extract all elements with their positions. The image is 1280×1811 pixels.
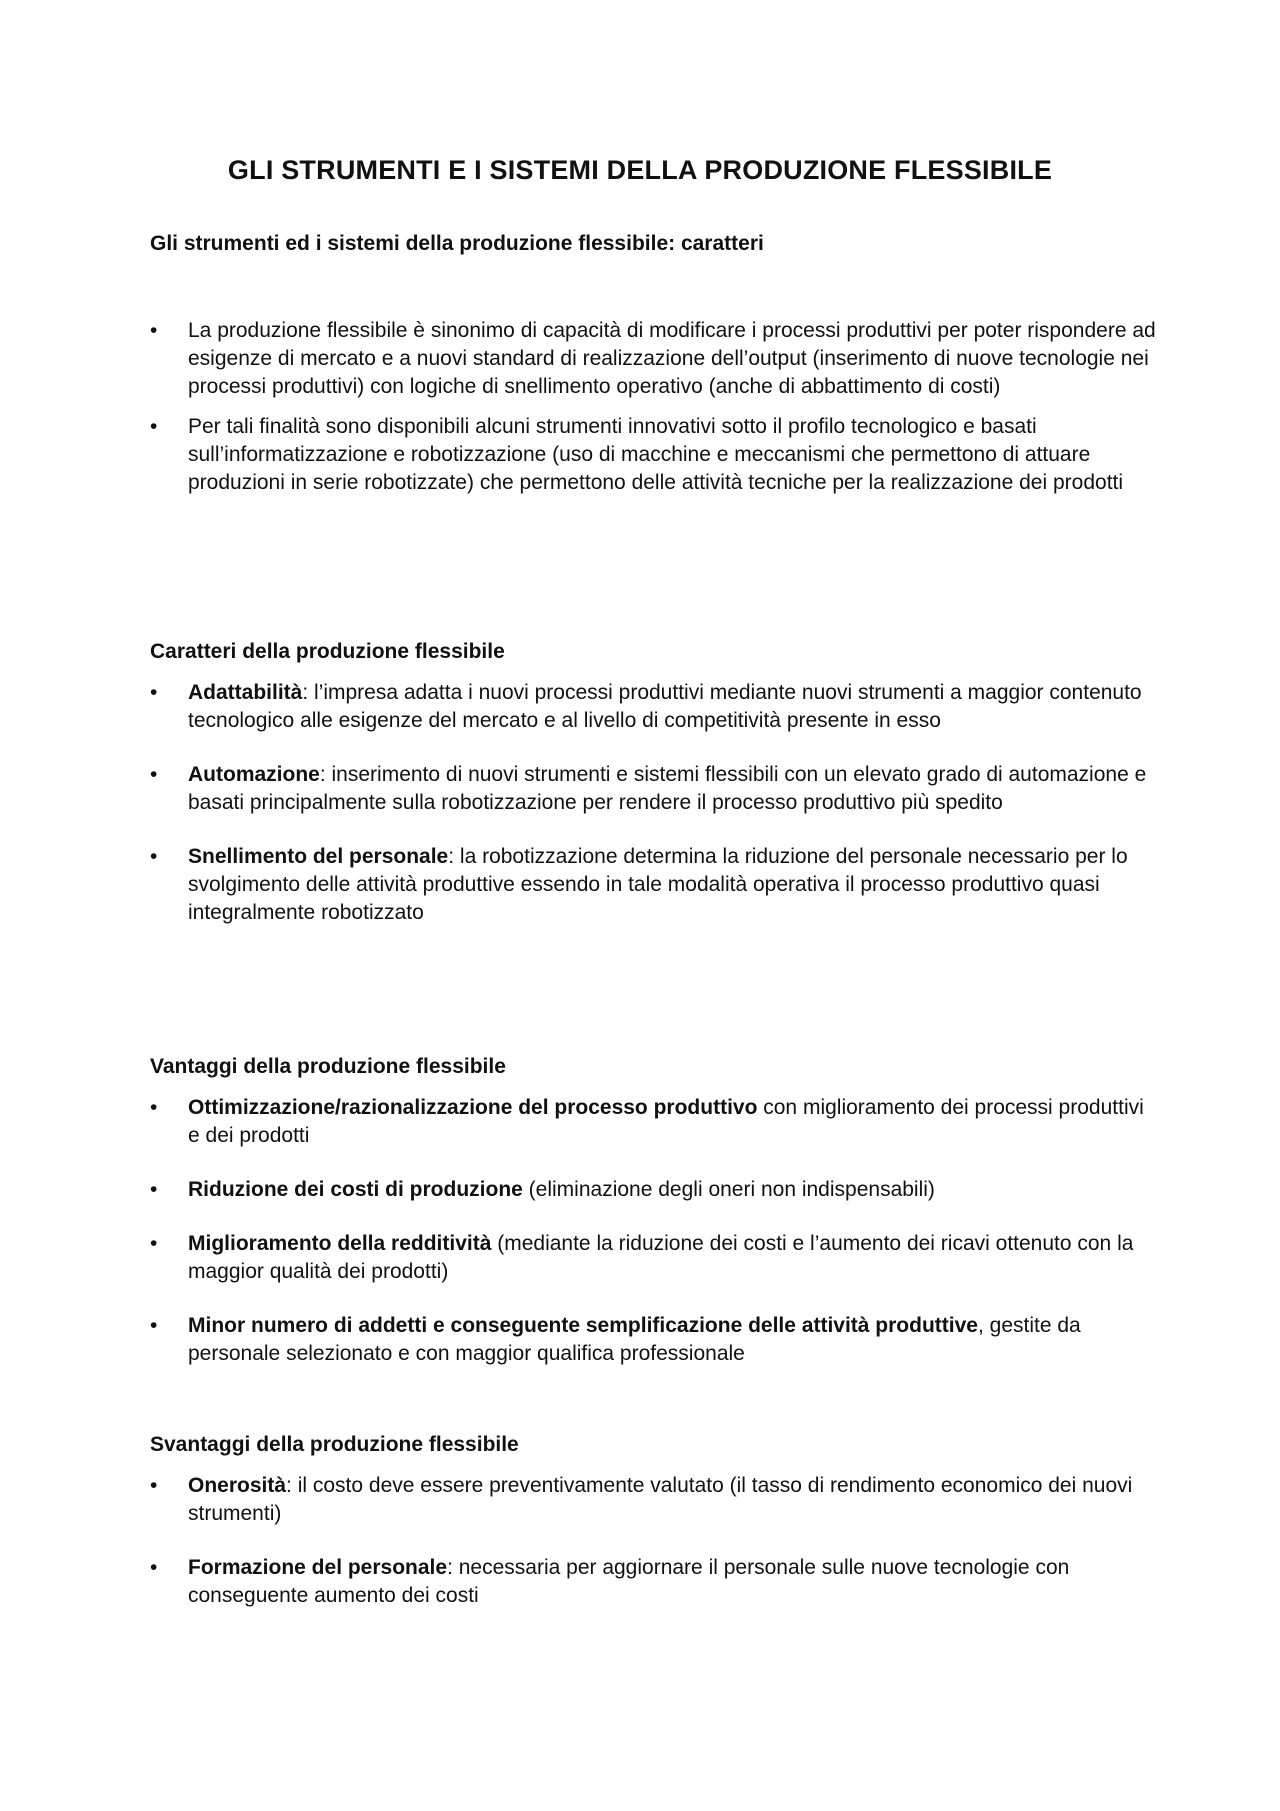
item-text: : necessaria per aggiornare il personale sulle nuove tecnologie con conseguente aumento dei costi (188, 1556, 1070, 1607)
item-term: Automazione (188, 763, 320, 786)
bullet-icon: • (150, 681, 158, 704)
list-item (150, 1176, 1160, 1204)
item-text: : la robotizzazione determina la riduzione del personale necessario per lo svolgimento delle attività produttive essendo in tale modalità operativa il processo produttivo quasi integralmente robotizzato (188, 845, 1128, 924)
section-heading-svantaggi: Svantaggi della produzione flessibile (150, 1433, 519, 1456)
item-term: Minor numero di addetti e conseguente semplificazione delle attività produttive (188, 1314, 978, 1337)
item-term: Snellimento del personale (188, 845, 449, 868)
item-term: Miglioramento della redditività (188, 1232, 492, 1255)
item-text: , gestite da personale selezionato e con maggior qualifica professionale (188, 1314, 1081, 1365)
bullet-icon: • (150, 1314, 158, 1337)
list-item (150, 761, 1160, 817)
item-text: : il costo deve essere preventivamente valutato (il tasso di rendimento economico dei nuovi strumenti) (188, 1474, 1133, 1525)
list-item (150, 1312, 1160, 1368)
bullet-icon: • (150, 1178, 158, 1201)
list-item (150, 679, 1160, 735)
item-text: (mediante la riduzione dei costi e l’aumento dei ricavi ottenuto con la maggior qualità dei prodotti) (188, 1232, 1134, 1283)
list-item (150, 1230, 1160, 1286)
bullet-icon: • (150, 319, 158, 342)
bullet-icon: • (150, 1556, 158, 1579)
list-item (150, 317, 1160, 401)
list-item (150, 1554, 1160, 1610)
section-list-caratteri (150, 679, 1160, 927)
list-item (150, 843, 1160, 927)
bullet-icon: • (150, 1232, 158, 1255)
bullet-icon: • (150, 845, 158, 868)
item-text: (eliminazione degli oneri non indispensabili) (522, 1178, 935, 1201)
list-item (150, 1094, 1160, 1150)
bullet-icon: • (150, 1474, 158, 1497)
item-text: La produzione flessibile è sinonimo di capacità di modificare i processi produttivi per poter rispondere ad esigenze di mercato e a nuovi standard di realizzazione dell’output (inserimento di nuove tecnologie nei processi produttivi) con logiche di snellimento operativo (anche di abbattimento di costi) (188, 319, 1156, 398)
section-list-vantaggi (150, 1094, 1160, 1368)
item-text: con miglioramento dei processi produttivi e dei prodotti (188, 1096, 1144, 1147)
item-term: Riduzione dei costi di produzione (188, 1178, 523, 1201)
section-heading-caratteri: Caratteri della produzione flessibile (150, 640, 505, 663)
bullet-icon: • (150, 763, 158, 786)
bullet-icon: • (150, 415, 158, 438)
section-heading-caratteri-generali: Gli strumenti ed i sistemi della produzione flessibile: caratteri (150, 232, 764, 255)
page-title: GLI STRUMENTI E I SISTEMI DELLA PRODUZIONE FLESSIBILE (227, 155, 1053, 185)
item-term: Formazione del personale (188, 1556, 448, 1579)
bullet-icon: • (150, 1096, 158, 1119)
list-item (150, 1472, 1160, 1528)
item-term: Onerosità (188, 1474, 287, 1497)
item-term: Ottimizzazione/razionalizzazione del processo produttivo (188, 1096, 758, 1119)
section-heading-vantaggi: Vantaggi della produzione flessibile (150, 1055, 506, 1078)
item-text: : inserimento di nuovi strumenti e sistemi flessibili con un elevato grado di automazione e basati principalmente sulla robotizzazione per rendere il processo produttivo più spedito (188, 763, 1147, 814)
item-term: Adattabilità (188, 681, 303, 704)
item-text: : l’impresa adatta i nuovi processi produttivi mediante nuovi strumenti a maggior contenuto tecnologico alle esigenze del mercato e al livello di competitività presente in esso (188, 681, 1142, 732)
section-list-caratteri-generali (150, 317, 1160, 497)
item-text: Per tali finalità sono disponibili alcuni strumenti innovativi sotto il profilo tecnologico e basati sull’informatizzazione e robotizzazione (uso di macchine e meccanismi che permettono di attuare produzioni in serie robotizzate) che permettono delle attività tecniche per la realizzazione dei prodotti (188, 415, 1124, 494)
list-item (150, 413, 1160, 497)
section-list-svantaggi (150, 1472, 1160, 1610)
